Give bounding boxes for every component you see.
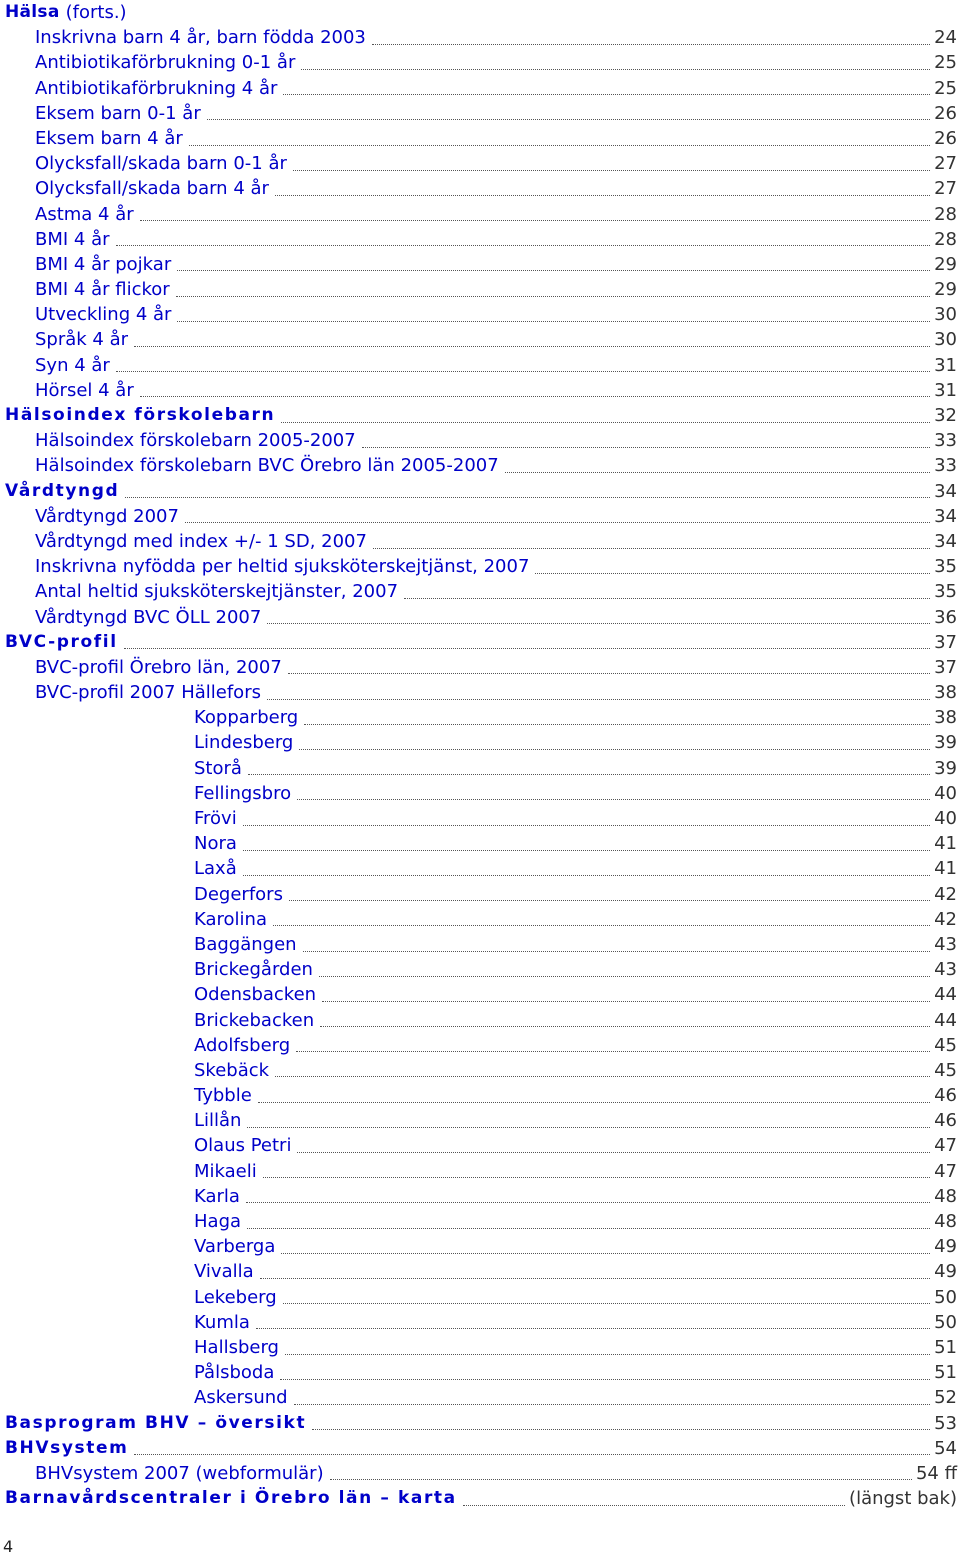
toc-entry-label: Kumla <box>194 1311 250 1333</box>
dot-leader <box>246 1201 930 1203</box>
table-of-contents <box>5 0 957 1511</box>
dot-leader <box>134 345 930 347</box>
dot-leader <box>273 924 930 926</box>
dot-leader <box>362 446 930 448</box>
toc-entry[interactable] <box>5 277 957 302</box>
toc-entry-page: 26 <box>934 127 957 149</box>
toc-entry-label: BVC-profil 2007 Hällefors <box>35 682 261 704</box>
toc-entry[interactable] <box>5 982 957 1007</box>
toc-entry-page: 27 <box>934 178 957 200</box>
toc-entry-page: 51 <box>934 1336 957 1358</box>
dot-leader <box>267 622 930 624</box>
toc-entry[interactable] <box>5 252 957 277</box>
toc-entry-label: BHVsystem <box>5 1437 129 1458</box>
toc-entry[interactable] <box>5 932 957 957</box>
dot-leader <box>296 1050 930 1052</box>
toc-entry-page: 50 <box>934 1286 957 1308</box>
toc-entry[interactable] <box>5 1008 957 1033</box>
toc-entry-label: Hörsel 4 år <box>35 379 134 401</box>
toc-entry[interactable] <box>5 781 957 806</box>
toc-entry-page: 37 <box>934 631 957 653</box>
dot-leader <box>289 899 930 901</box>
toc-entry[interactable] <box>5 856 957 881</box>
dot-leader <box>189 144 930 146</box>
toc-entry-label: Vårdtyngd <box>5 480 120 501</box>
toc-entry-label: Utveckling 4 år <box>35 304 172 326</box>
dot-leader <box>258 1101 930 1103</box>
section-title: Hälsa <box>5 2 60 22</box>
toc-entry-page: 36 <box>934 606 957 628</box>
toc-entry[interactable] <box>5 1159 957 1184</box>
toc-entry-label: Kopparberg <box>194 707 299 729</box>
dot-leader <box>304 723 930 725</box>
toc-entry[interactable] <box>5 378 957 403</box>
dot-leader <box>243 849 930 851</box>
toc-entry-page: 53 <box>934 1412 957 1434</box>
dot-leader <box>283 1302 930 1304</box>
toc-entry-page: 54 <box>934 1437 957 1459</box>
toc-entry-page: 25 <box>934 77 957 99</box>
toc-entry[interactable] <box>5 730 957 755</box>
toc-entry-page: 35 <box>934 581 957 603</box>
toc-heading-entry[interactable] <box>5 630 957 655</box>
toc-entry-page: 51 <box>934 1362 957 1384</box>
toc-entry-label: Olycksfall/skada barn 0-1 år <box>35 153 287 175</box>
toc-entry-page: 43 <box>934 933 957 955</box>
dot-leader <box>301 68 930 70</box>
toc-entry-label: BMI 4 år flickor <box>35 279 170 301</box>
toc-entry[interactable] <box>5 101 957 126</box>
toc-entry-label: Laxå <box>194 858 237 880</box>
toc-entry-label: Astma 4 år <box>35 203 134 225</box>
toc-entry-page: (längst bak) <box>849 1488 957 1510</box>
toc-entry-label: Inskrivna nyfödda per heltid sjuksköterskejtjänst, 2007 <box>35 556 530 578</box>
toc-entry[interactable] <box>5 202 957 227</box>
dot-leader <box>373 547 930 549</box>
toc-entry-label: Tybble <box>194 1085 252 1107</box>
toc-entry-page: 47 <box>934 1135 957 1157</box>
toc-entry[interactable] <box>5 882 957 907</box>
toc-entry-label: Adolfsberg <box>194 1034 291 1056</box>
dot-leader <box>247 1126 930 1128</box>
toc-entry-label: Baggängen <box>194 933 297 955</box>
dot-leader <box>177 320 930 322</box>
toc-entry-page: 30 <box>934 329 957 351</box>
toc-entry-label: Brickegården <box>194 959 313 981</box>
toc-entry-page: 24 <box>934 27 957 49</box>
toc-entry-page: 52 <box>934 1387 957 1409</box>
toc-entry[interactable] <box>5 1083 957 1108</box>
toc-entry[interactable] <box>5 25 957 50</box>
toc-entry-label: Barnavårdscentraler i Örebro län – karta <box>5 1488 457 1509</box>
section-continued-note: (forts.) <box>65 2 127 23</box>
toc-entry-page: 54 ff <box>915 1462 957 1484</box>
toc-entry-page: 29 <box>934 253 957 275</box>
toc-entry-label: Eksem barn 4 år <box>35 127 183 149</box>
dot-leader <box>207 118 930 120</box>
toc-entry[interactable] <box>5 705 957 730</box>
toc-entry-label: Karolina <box>194 908 267 930</box>
toc-entry-page: 42 <box>934 908 957 930</box>
dot-leader <box>248 773 930 775</box>
toc-entry[interactable] <box>5 907 957 932</box>
toc-entry[interactable] <box>5 957 957 982</box>
toc-entry-page: 46 <box>934 1085 957 1107</box>
page-number: 4 <box>3 1537 14 1556</box>
dot-leader <box>505 471 930 473</box>
toc-entry-label: Antibiotikaförbrukning 0-1 år <box>35 52 296 74</box>
toc-heading-entry[interactable] <box>5 403 957 428</box>
toc-entry[interactable] <box>5 1310 957 1335</box>
toc-entry[interactable] <box>5 1335 957 1360</box>
toc-entry-label: Degerfors <box>194 883 283 905</box>
toc-entry-label: Brickebacken <box>194 1009 315 1031</box>
toc-entry-page: 28 <box>934 228 957 250</box>
toc-entry-label: BVC-profil <box>5 631 118 652</box>
dot-leader <box>330 1478 912 1480</box>
toc-entry-label: Pålsboda <box>194 1362 275 1384</box>
toc-entry-page: 41 <box>934 833 957 855</box>
toc-entry[interactable] <box>5 227 957 252</box>
dot-leader <box>281 421 930 423</box>
toc-heading-entry[interactable] <box>5 479 957 504</box>
toc-entry-label: Frövi <box>194 808 237 829</box>
toc-entry-label: Lekeberg <box>194 1286 277 1308</box>
toc-entry-page: 40 <box>934 808 957 829</box>
toc-entry-label: Basprogram BHV – översikt <box>5 1412 307 1433</box>
toc-heading-entry[interactable] <box>5 1486 957 1511</box>
toc-entry[interactable] <box>5 302 957 327</box>
toc-entry-page: 45 <box>934 1059 957 1081</box>
toc-entry-label: Varberga <box>194 1236 276 1258</box>
dot-leader <box>280 1378 930 1380</box>
dot-leader <box>140 219 930 221</box>
toc-entry[interactable] <box>5 1461 957 1486</box>
dot-leader <box>177 269 930 271</box>
toc-entry-page: 44 <box>934 1009 957 1031</box>
toc-entry-label: Hallsberg <box>194 1336 279 1358</box>
toc-entry-label: Odensbacken <box>194 984 317 1006</box>
dot-leader <box>263 1176 930 1178</box>
toc-entry[interactable] <box>5 554 957 579</box>
toc-entry-page: 40 <box>934 782 957 804</box>
toc-entry[interactable] <box>5 655 957 680</box>
toc-entry-label: Nora <box>194 833 237 855</box>
dot-leader <box>140 395 930 397</box>
toc-entry-label: Hälsoindex förskolebarn BVC Örebro län 2005-2007 <box>35 455 499 477</box>
toc-entry[interactable] <box>5 806 957 831</box>
dot-leader <box>303 950 931 952</box>
toc-entry-label: Askersund <box>194 1387 288 1409</box>
toc-entry[interactable] <box>5 1360 957 1385</box>
toc-entry-label: Syn 4 år <box>35 354 110 376</box>
toc-entry-label: Karla <box>194 1185 240 1207</box>
toc-entry-page: 48 <box>934 1211 957 1232</box>
toc-entry-page: 38 <box>934 682 957 704</box>
toc-entry-page: 29 <box>934 279 957 301</box>
dot-leader <box>322 1000 930 1002</box>
dot-leader <box>243 874 930 876</box>
toc-entry[interactable] <box>5 756 957 781</box>
toc-entry-label: BMI 4 år <box>35 228 110 250</box>
toc-entry-label: Hälsoindex förskolebarn <box>5 405 276 425</box>
toc-entry[interactable] <box>5 1133 957 1158</box>
toc-entry-label: Storå <box>194 757 242 779</box>
toc-entry-label: BVC-profil Örebro län, 2007 <box>35 656 282 678</box>
toc-entry-label: Skebäck <box>194 1059 270 1081</box>
toc-entry[interactable] <box>5 50 957 75</box>
toc-heading-entry[interactable] <box>5 1411 957 1436</box>
dot-leader <box>283 93 930 95</box>
toc-entry[interactable] <box>5 1285 957 1310</box>
toc-entry[interactable] <box>5 151 957 176</box>
toc-entry[interactable] <box>5 831 957 856</box>
dot-leader <box>320 1025 930 1027</box>
toc-entry-page: 27 <box>934 153 957 175</box>
toc-entry-label: Språk 4 år <box>35 329 129 351</box>
toc-entry[interactable] <box>5 327 957 352</box>
dot-leader <box>176 295 930 297</box>
toc-entry[interactable] <box>5 1108 957 1133</box>
toc-entry-label: Antal heltid sjuksköterskejtjänster, 2007 <box>35 581 399 603</box>
toc-entry-label: Eksem barn 0-1 år <box>35 102 201 124</box>
toc-entry-page: 31 <box>934 354 957 376</box>
dot-leader <box>116 244 931 246</box>
dot-leader <box>463 1504 845 1506</box>
dot-leader <box>293 169 930 171</box>
toc-entry-label: BHVsystem 2007 (webformulär) <box>35 1462 324 1484</box>
toc-entry-label: Lillån <box>194 1110 242 1132</box>
toc-entry[interactable] <box>5 126 957 151</box>
toc-entry-page: 43 <box>934 959 957 981</box>
dot-leader <box>256 1327 930 1329</box>
toc-entry-page: 34 <box>934 530 957 552</box>
toc-entry-page: 33 <box>934 430 957 452</box>
dot-leader <box>297 798 930 800</box>
toc-entry[interactable] <box>5 1209 957 1234</box>
toc-entry-page: 45 <box>934 1034 957 1056</box>
toc-entry[interactable] <box>5 579 957 604</box>
dot-leader <box>299 748 930 750</box>
toc-entry-page: 49 <box>934 1236 957 1258</box>
toc-entry[interactable] <box>5 1259 957 1284</box>
toc-entry[interactable] <box>5 529 957 554</box>
toc-entry-label: Vårdtyngd med index +/- 1 SD, 2007 <box>35 530 367 552</box>
toc-entry-page: 48 <box>934 1185 957 1207</box>
dot-leader <box>116 370 930 372</box>
toc-entry-page: 25 <box>934 52 957 74</box>
toc-entry-label: Haga <box>194 1211 242 1232</box>
toc-entry-page: 41 <box>934 858 957 880</box>
toc-entry-page: 50 <box>934 1311 957 1333</box>
toc-entry-page: 49 <box>934 1261 957 1283</box>
toc-entry-page: 33 <box>934 455 957 477</box>
dot-leader <box>124 647 930 649</box>
toc-entry-label: Antibiotikaförbrukning 4 år <box>35 77 278 99</box>
toc-entry[interactable] <box>5 504 957 529</box>
dot-leader <box>372 43 930 45</box>
toc-entry-label: Lindesberg <box>194 732 294 754</box>
toc-heading-entry[interactable] <box>5 1436 957 1461</box>
toc-entry-page: 37 <box>934 656 957 678</box>
toc-section-heading <box>5 0 957 25</box>
dot-leader <box>294 1403 931 1405</box>
toc-entry[interactable] <box>5 176 957 201</box>
dot-leader <box>185 521 930 523</box>
toc-entry-page: 47 <box>934 1160 957 1182</box>
toc-entry-page: 28 <box>934 203 957 225</box>
dot-leader <box>297 1151 930 1153</box>
dot-leader <box>260 1277 930 1279</box>
toc-entry-page: 26 <box>934 102 957 124</box>
toc-entry[interactable] <box>5 76 957 101</box>
toc-entry[interactable] <box>5 1234 957 1259</box>
toc-entry[interactable] <box>5 1058 957 1083</box>
toc-entry-label: Olycksfall/skada barn 4 år <box>35 178 269 200</box>
dot-leader <box>275 194 930 196</box>
dot-leader <box>312 1428 930 1430</box>
toc-entry-page: 38 <box>934 707 957 729</box>
dot-leader <box>247 1227 930 1229</box>
toc-entry[interactable] <box>5 453 957 478</box>
toc-entry-page: 32 <box>934 405 957 426</box>
dot-leader <box>535 572 930 574</box>
dot-leader <box>134 1453 930 1455</box>
toc-entry[interactable] <box>5 1385 957 1410</box>
dot-leader <box>267 698 930 700</box>
toc-entry-label: Vivalla <box>194 1261 254 1283</box>
toc-entry-page: 35 <box>934 556 957 578</box>
toc-entry-label: Mikaeli <box>194 1160 257 1182</box>
toc-entry-page: 34 <box>934 505 957 527</box>
toc-entry-page: 30 <box>934 304 957 326</box>
dot-leader <box>243 824 930 826</box>
toc-entry-label: Hälsoindex förskolebarn 2005-2007 <box>35 430 356 452</box>
toc-entry-page: 39 <box>934 732 957 754</box>
toc-entry-page: 44 <box>934 984 957 1006</box>
dot-leader <box>125 496 930 498</box>
toc-entry-label: Vårdtyngd 2007 <box>35 505 179 527</box>
toc-entry-label: Vårdtyngd BVC ÖLL 2007 <box>35 606 262 628</box>
toc-entry-label: Fellingsbro <box>194 782 292 804</box>
toc-entry[interactable] <box>5 428 957 453</box>
dot-leader <box>404 597 930 599</box>
toc-entry[interactable] <box>5 353 957 378</box>
dot-leader <box>319 975 930 977</box>
dot-leader <box>285 1353 930 1355</box>
toc-entry-page: 42 <box>934 883 957 905</box>
dot-leader <box>288 672 930 674</box>
toc-entry[interactable] <box>5 1184 957 1209</box>
toc-entry-page: 31 <box>934 379 957 401</box>
toc-entry-label: Olaus Petri <box>194 1135 292 1157</box>
toc-entry-page: 46 <box>934 1110 957 1132</box>
toc-entry-page: 39 <box>934 757 957 779</box>
toc-entry-label: Inskrivna barn 4 år, barn födda 2003 <box>35 27 366 49</box>
toc-entries <box>5 25 957 1511</box>
toc-entry[interactable] <box>5 1033 957 1058</box>
toc-entry-page: 34 <box>934 480 957 502</box>
toc-entry[interactable] <box>5 680 957 705</box>
toc-entry-label: BMI 4 år pojkar <box>35 253 172 275</box>
dot-leader <box>275 1075 930 1077</box>
toc-entry[interactable] <box>5 605 957 630</box>
dot-leader <box>281 1252 930 1254</box>
